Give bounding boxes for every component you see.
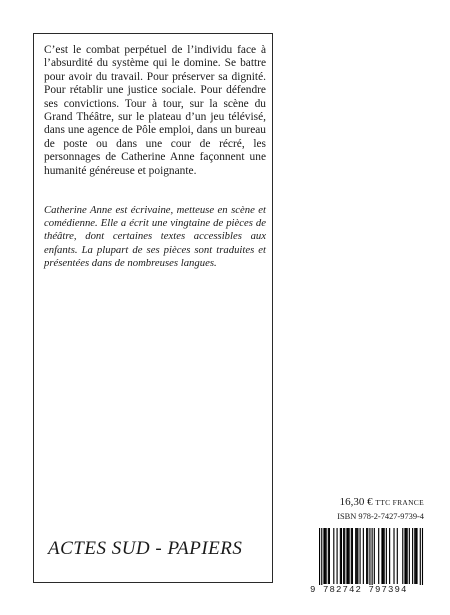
barcode-bar [374,528,375,584]
barcode-bar [356,528,357,584]
barcode-bar [337,528,338,584]
price [300,496,424,508]
barcode-bar [415,528,416,584]
author-bio: Catherine Anne est écrivaine, metteuse en scène et comédienne. Elle a écrit une vingtaine de pièces de théâtre, dont certaines textes accessibles aux enfants. La plupart de ses pièces sont traduites et présentées dans de nombreuses langues. [44,204,266,269]
barcode-bar [393,528,394,584]
barcode-bar [351,528,352,584]
barcode-bar [382,528,383,584]
barcode-bar [328,528,329,584]
barcode-bar [369,528,370,590]
barcode-bar [412,528,413,584]
barcode-bar [367,528,368,584]
barcode-bar [357,528,358,584]
barcode-bar [326,528,327,584]
barcode-bar [323,528,324,584]
barcode-bar [381,528,382,584]
barcode-bar [341,528,342,584]
price-currency: € [367,496,373,508]
barcode-bar [363,528,364,584]
back-cover-blurb: C’est le combat perpétuel de l’individu face à l’absurdité du système qui le domine. Se battre pour avoir du travail. Pour préserver sa dignité. Pour rétablir une justice sociale. Pour défendre ses convictions. Tour à tour, sur la scène du Grand Théâtre, sur le plateau d’un jeu télévisé, dans une agence de Pôle emploi, dans un bureau de poste ou dans une cour de récré, les personnages de Catherine Anne façonnent une humanité généreuse et poignante. [44,44,266,177]
barcode-bar [346,528,347,584]
barcode-bar [324,528,325,584]
barcode-bar [414,528,415,584]
barcode-bar [420,528,421,590]
barcode-bar [386,528,387,584]
barcode-bar [405,528,406,584]
barcode-bar [352,528,353,584]
barcode-digits: 9 782742 797394 [309,585,426,595]
barcode-bar [360,528,361,584]
barcode-bar [329,528,330,584]
barcode-bar [343,528,344,584]
barcode-bar [389,528,390,584]
barcode-bar [340,528,341,584]
barcode-bar [402,528,403,584]
barcode-bar [397,528,398,584]
barcode [309,528,425,592]
barcode-bar [407,528,408,584]
isbn: ISBN 978-2-7427-9739-4 [337,512,424,521]
barcode-bar [366,528,367,584]
barcode-bar [333,528,334,584]
barcode-bar [404,528,405,584]
barcode-bar [384,528,385,584]
barcode-bar [422,528,423,590]
price-amount: 16,30 [339,496,365,508]
barcode-bar [409,528,410,584]
barcode-bars [309,528,425,592]
barcode-bar [319,528,320,590]
barcode-bar [416,528,417,584]
barcode-bar [349,528,350,584]
barcode-bar [378,528,379,584]
barcode-bar [347,528,348,584]
barcode-bar [321,528,322,590]
price-tax-note: TTC FRANCE [375,498,424,507]
barcode-bar [344,528,345,584]
barcode-bar [355,528,356,584]
publisher-logo: ACTES SUD - PAPIERS [48,538,243,559]
barcode-bar [372,528,373,590]
